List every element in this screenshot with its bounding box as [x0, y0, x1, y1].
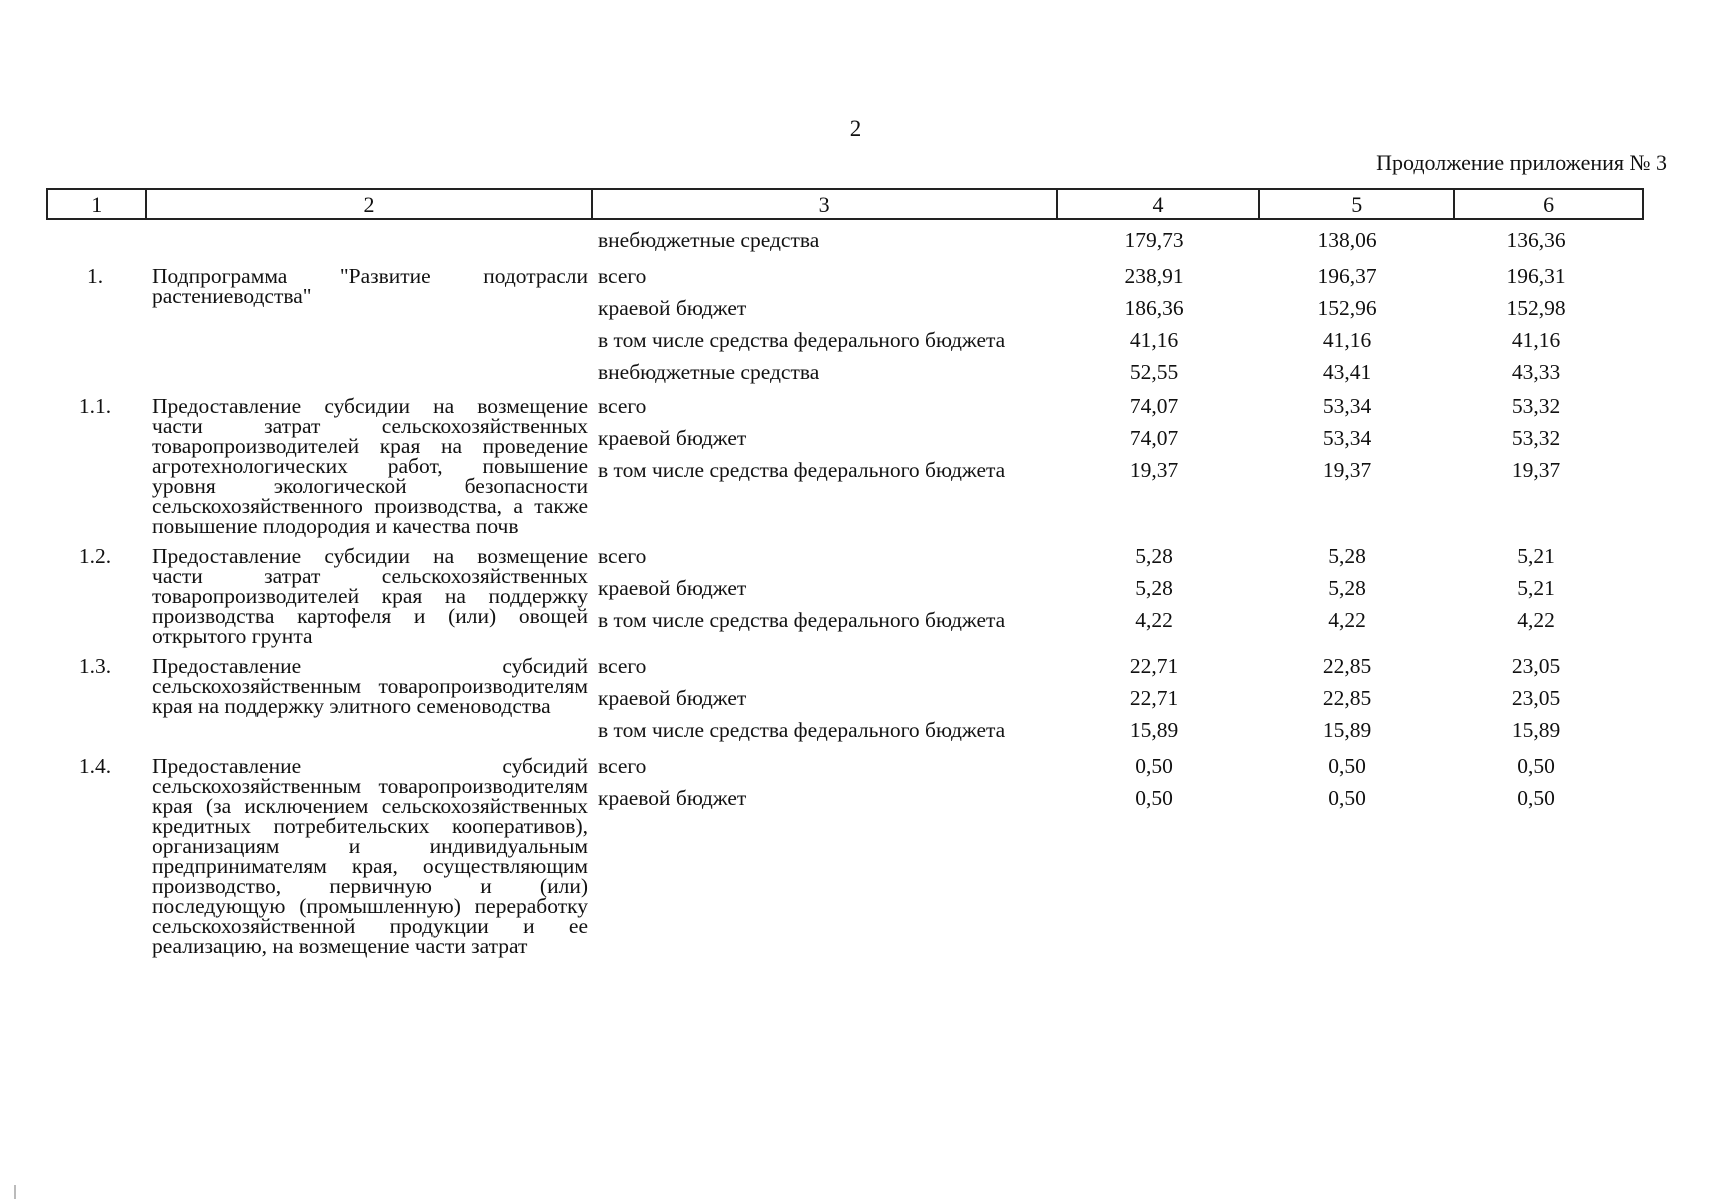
funding-source-label: краевой бюджет	[598, 786, 747, 810]
value-col-5: 0,50	[1328, 786, 1366, 810]
table-row	[46, 390, 1644, 536]
value-col-6: 15,89	[1511, 718, 1561, 742]
value-col-6: 196,31	[1506, 264, 1566, 288]
table-row	[46, 540, 1644, 646]
value-col-6: 4,22	[1517, 608, 1555, 632]
funding-source-label: всего	[598, 544, 647, 568]
row-number: 1.4.	[78, 754, 112, 778]
funding-source-label: краевой бюджет	[598, 296, 747, 320]
table-row	[46, 260, 1644, 388]
value-col-5: 41,16	[1322, 328, 1372, 352]
value-col-6: 136,36	[1506, 228, 1566, 252]
value-col-6: 41,16	[1511, 328, 1561, 352]
funding-source-label: краевой бюджет	[598, 576, 747, 600]
budget-line	[590, 750, 1630, 782]
value-col-4: 15,89	[1129, 718, 1179, 742]
row-title: Подпрограмма "Развитие подотрасли растениеводства"	[152, 264, 588, 308]
value-col-4: 74,07	[1129, 426, 1179, 450]
header-col-4: 4	[1058, 190, 1261, 218]
value-col-5: 22,85	[1322, 654, 1372, 678]
header-col-6: 6	[1543, 192, 1555, 217]
funding-source-label: всего	[598, 754, 647, 778]
value-col-4: 0,50	[1135, 754, 1173, 778]
value-col-5: 196,37	[1317, 264, 1377, 288]
funding-source-label: в том числе средства федерального бюджета	[598, 328, 1006, 352]
header-col-2: 2	[147, 190, 592, 218]
funding-source-label: в том числе средства федерального бюджета	[598, 608, 1006, 632]
budget-line	[590, 540, 1630, 572]
budget-line	[590, 260, 1630, 292]
value-col-6: 5,21	[1517, 544, 1555, 568]
row-number	[46, 224, 144, 256]
value-col-4: 4,22	[1135, 608, 1173, 632]
funding-source-label: в том числе средства федерального бюджета	[598, 718, 1006, 742]
value-col-4: 22,71	[1129, 654, 1179, 678]
value-col-5: 53,34	[1322, 394, 1372, 418]
budget-line	[590, 782, 1630, 814]
value-col-4: 186,36	[1124, 296, 1184, 320]
row-number: 1.	[86, 264, 104, 288]
table-body	[46, 224, 1644, 960]
header-col-5: 5	[1260, 190, 1455, 218]
table-row	[46, 224, 1644, 256]
continuation-note: Продолжение приложения № 3	[1376, 150, 1667, 175]
funding-source-label: внебюджетные средства	[598, 360, 820, 384]
funding-source-label: всего	[598, 264, 647, 288]
budget-line	[590, 356, 1630, 388]
funding-source-label: краевой бюджет	[598, 686, 747, 710]
value-col-4: 19,37	[1129, 458, 1179, 482]
value-col-5: 152,96	[1317, 296, 1377, 320]
row-lines	[590, 224, 1630, 256]
value-col-4: 41,16	[1129, 328, 1179, 352]
value-col-5: 19,37	[1322, 458, 1372, 482]
row-number: 1.3.	[78, 654, 112, 678]
row-number: 1.1.	[78, 394, 112, 418]
value-col-6: 23,05	[1511, 686, 1561, 710]
budget-line	[590, 714, 1630, 746]
value-col-4: 74,07	[1129, 394, 1179, 418]
row-title	[144, 224, 590, 256]
row-title: Предоставление субсидии на возмещение части затрат сельскохозяйственных товаропроизводителей края на проведение агротехнологических работ, повышение уровня экологической безопасности сельскохозяйственного производства, а также повышение плодородия и качества почв	[152, 394, 588, 538]
budget-line	[590, 682, 1630, 714]
budget-line	[590, 422, 1630, 454]
value-col-5: 0,50	[1328, 754, 1366, 778]
budget-line	[590, 324, 1630, 356]
value-col-6: 0,50	[1517, 754, 1555, 778]
budget-line	[590, 224, 1630, 256]
value-col-4: 5,28	[1135, 576, 1173, 600]
value-col-6: 0,50	[1517, 786, 1555, 810]
scan-mark	[14, 1185, 16, 1199]
value-col-4: 0,50	[1135, 786, 1173, 810]
table-row	[46, 650, 1644, 746]
table-row	[46, 750, 1644, 956]
row-lines	[590, 260, 1630, 388]
funding-source-label: в том числе средства федерального бюджета	[598, 458, 1006, 482]
budget-line	[590, 454, 1630, 486]
value-col-6: 23,05	[1511, 654, 1561, 678]
value-col-5: 43,41	[1322, 360, 1372, 384]
budget-line	[590, 572, 1630, 604]
funding-source-label: внебюджетные средства	[598, 228, 820, 252]
table-header	[46, 188, 1644, 220]
page-number: 2	[849, 116, 862, 141]
value-col-6: 19,37	[1511, 458, 1561, 482]
funding-source-label: всего	[598, 654, 647, 678]
header-col-3: 3	[593, 190, 1058, 218]
row-lines	[590, 390, 1630, 536]
value-col-4: 5,28	[1135, 544, 1173, 568]
budget-line	[590, 650, 1630, 682]
budget-line	[590, 390, 1630, 422]
value-col-5: 15,89	[1322, 718, 1372, 742]
budget-line	[590, 604, 1630, 636]
value-col-5: 138,06	[1317, 228, 1377, 252]
value-col-6: 53,32	[1511, 426, 1561, 450]
value-col-6: 43,33	[1511, 360, 1561, 384]
row-lines	[590, 650, 1630, 746]
value-col-5: 22,85	[1322, 686, 1372, 710]
value-col-4: 238,91	[1124, 264, 1184, 288]
row-lines	[590, 540, 1630, 646]
value-col-6: 5,21	[1517, 576, 1555, 600]
row-title: Предоставление субсидий сельскохозяйственным товаропроизводителям края (за исключением сельскохозяйственных кредитных потребительских кооперативов), организациям и индивидуальным предпринимателям края, осуществляющим производство, первичную и (или) последующую (промышленную) переработку сельскохозяйственной продукции и ее реализацию, на возмещение части затрат	[152, 754, 588, 958]
row-number: 1.2.	[78, 544, 112, 568]
value-col-4: 52,55	[1129, 360, 1179, 384]
funding-source-label: всего	[598, 394, 647, 418]
value-col-6: 53,32	[1511, 394, 1561, 418]
value-col-6: 152,98	[1506, 296, 1566, 320]
row-title: Предоставление субсидий сельскохозяйственным товаропроизводителям края на поддержку элитного семеноводства	[152, 654, 588, 718]
value-col-4: 22,71	[1129, 686, 1179, 710]
header-col-1: 1	[48, 190, 147, 218]
budget-line	[590, 292, 1630, 324]
value-col-5: 5,28	[1328, 544, 1366, 568]
funding-source-label: краевой бюджет	[598, 426, 747, 450]
value-col-5: 5,28	[1328, 576, 1366, 600]
row-title: Предоставление субсидии на возмещение части затрат сельскохозяйственных товаропроизводителей края на поддержку производства картофеля и (или) овощей открытого грунта	[152, 544, 588, 648]
value-col-5: 53,34	[1322, 426, 1372, 450]
row-lines	[590, 750, 1630, 956]
value-col-5: 4,22	[1328, 608, 1366, 632]
value-col-4: 179,73	[1124, 228, 1184, 252]
